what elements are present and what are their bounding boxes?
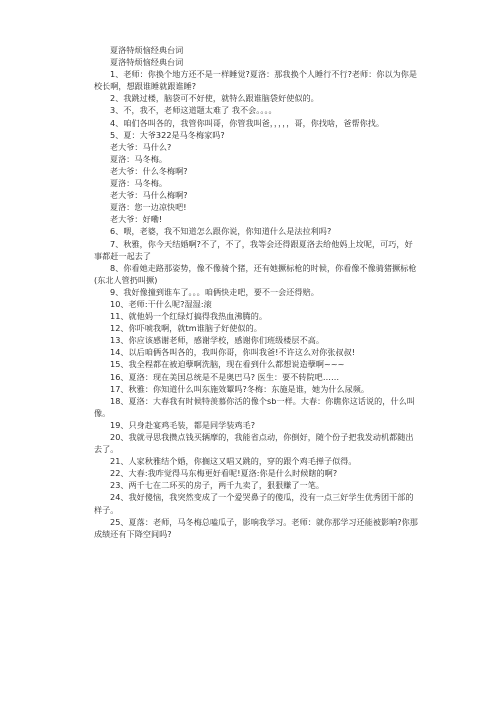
document-title: 夏洛特烦恼经典台词 xyxy=(110,45,184,55)
quote-line: 9、我好像撞到谁车了。。。咱俩快走吧，要不一会还得赔。 xyxy=(110,286,319,297)
quote-line: 17、秋雅：你知道什么叫东施效颦吗?冬梅：东施是谁，她为什么尿频。 xyxy=(110,383,370,394)
quote-line: 19、只身赴宴鸡毛装，都是同学装鸡毛? xyxy=(110,419,256,430)
quote-line: 4、咱们各叫各的，我管你叫哥，你管我叫爸，，，，，哥，你找啥，爸帮你找。 xyxy=(110,117,385,128)
quote-line: 22、大春:我咋觉得马东梅更好看呢!夏洛:你是什么时候瞎的啊? xyxy=(110,468,338,479)
quote-line: 夏洛：马冬梅。 xyxy=(110,153,168,164)
quote-line: 5、夏：大爷322是马冬梅家吗? xyxy=(110,129,225,140)
document-page xyxy=(94,44,420,540)
quote-line: 10、老师:干什么呢?湿湿:滚 xyxy=(110,298,212,309)
quote-line: 夏洛：您一边凉快吧! xyxy=(110,202,187,213)
quote-line: 3、不，我不，老师这道题太难了 我不会。。。。 xyxy=(110,105,277,116)
quote-line: 14、以后咱俩各叫各的，我叫你哥，你叫我爸!不许这么对你张叔叔! xyxy=(110,347,356,358)
quote-line: 20、我就寻思我攒点钱买辆摩的，我能省点动，你倒好，随个份子把我发动机都随出去了。 xyxy=(94,432,414,455)
quote-line: 6、喂，老婆，我不知道怎么跟你说，你知道什么是法拉利吗? xyxy=(110,226,332,237)
quote-line: 18、夏洛：大春我有时候特羡慕你活的像个sb一样。大春：你瞧你这话说的，什么叫像。 xyxy=(94,395,415,418)
quote-line: 7、秋雅，你今天结婚啊?不了，不了，我等会还得跟夏洛去给他妈上坟呢，可巧，好事都赶一起去了 xyxy=(94,238,413,261)
quote-line: 15、我全程都在被迫孽啊洗脑，现在看到什么都想说造孽啊~~~ xyxy=(110,359,345,370)
quote-line: 老大爷：马什么梅啊? xyxy=(110,190,188,201)
document-subtitle: 夏洛特烦恼经典台词 xyxy=(110,57,184,68)
quote-line: 1、老师：你换个地方还不是一样睡觉?夏洛：那我换个人睡行不行?老师：你以为你是校长啊，想跟谁睡就跟谁睡? xyxy=(94,69,418,92)
quote-line: 老大爷：马什么? xyxy=(110,141,172,152)
quote-line: 21、人家秋雅结个婚，你搁这又唱又跳的，穿的跟个鸡毛掸子似得。 xyxy=(110,456,357,467)
quote-line: 24、我好傻恼，我突然变成了一个爱哭鼻子的傻瓜，没有一点三好学生优秀团干部的样子。 xyxy=(94,492,414,515)
quote-line: 老大爷：好嘞! xyxy=(110,214,163,225)
quote-line: 12、你吓唬我啊，就tm谁脑子好使似的。 xyxy=(110,323,262,334)
quote-line: 23、两千七在二环买的房子，两千九卖了，狠狠赚了一笔。 xyxy=(110,480,324,491)
quote-line: 25、夏落：老师，马冬梅总嗑瓜子，影响我学习。老师：就你那学习还能被影响?你那成绩还有下降空间吗? xyxy=(94,516,418,539)
quote-line: 老大爷：什么冬梅啊? xyxy=(110,165,188,176)
quote-line: 13、你应该感谢老师，感谢学校，感谢你们班级楼层不高。 xyxy=(110,335,324,346)
quote-line: 8、你看她走路那姿势，像不像骑个猪，还有她撅标枪的时候，你看像不像骑猪撅标枪(东北人管扔叫撅) xyxy=(94,262,417,285)
quote-list xyxy=(94,68,420,540)
quote-line: 16、夏洛：现在美国总统是不是奥巴马? 医生：要不转院吧…… xyxy=(110,371,340,382)
quote-line: 11、就他妈一个红绿灯搞得我热血沸腾的。 xyxy=(110,311,267,322)
quote-line: 2、我跳过楼，脑袋可不好使，就特么跟谁脑袋好使似的。 xyxy=(110,93,319,104)
quote-line: 夏洛：马冬梅。 xyxy=(110,178,168,189)
